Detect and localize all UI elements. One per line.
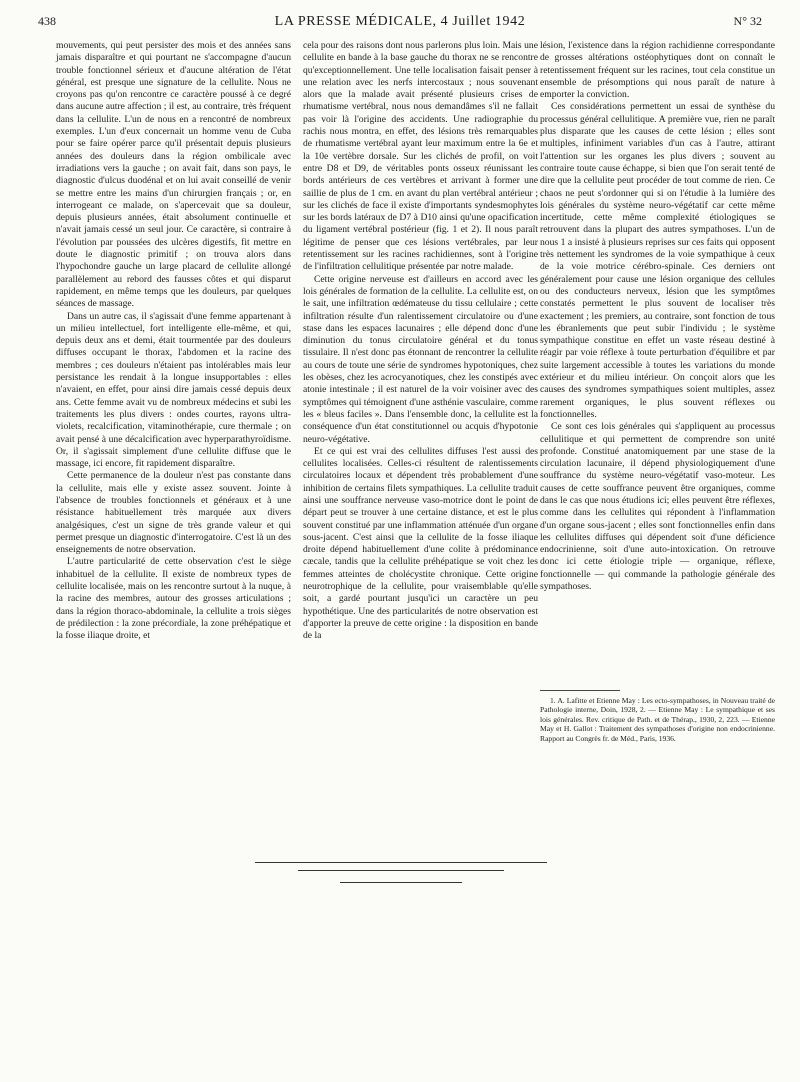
paragraph: cela pour des raisons dont nous parlerons plus loin. Mais une cellulite en bande à la base gauche du thorax ne se rencontre qu'exceptionnellement. Une telle localisation faisait penser à une relation avec les nerfs intercostaux ; nous souvenant alors que la malade avait présenté plusieurs crises de rhumatisme vertébral, nous nous demandâmes s'il ne fallait pas voir là l'origine des accidents. Une radiographie du rachis nous montra, en effet, des lésions très remarquables de rhumatisme vertébral ayant leur maximum entre la 6e et la 10e vertèbre dorsale. Sur les clichés de profil, on voit entre D8 et D9, de véritables ponts osseux réunissant les bords antérieurs de ces vertèbres et arrivant à former une saillie de plus de 1 cm. en avant du plan vertébral antérieur ; sur les clichés de face il existe d'importants syndesmophytes sur les bords latéraux de D7 à D10 ainsi qu'une opacification du ligament vertébral postérieur (fig. 1 et 2). Il nous paraît légitime de penser que ces lésions vertébrales, par leur retentissement sur les racines rachidiennes, sont à l'origine de l'infiltration cellulitique présentée par notre malade. xyxy=(303,40,538,273)
footnote-text: 1. A. Lafitte et Etienne May : Les ecto-sympathoses, in Nouveau traité de Pathologie interne, Doin, 1928, 2. — Etienne May : Le sympathique et ses lois générales. Rev. critique de Path. et de Thérap., 1930, 2, 223. — Etienne May et H. Gallot : Traitement des sympathoses d'origine non endocrinienne. Rapport au Congrès fr. de Méd., Paris, 1936. xyxy=(540,696,775,743)
column-left xyxy=(56,40,291,643)
journal-title: LA PRESSE MÉDICALE, 4 Juillet 1942 xyxy=(274,14,526,29)
paragraph: L'autre particularité de cette observation c'est le siège inhabituel de la cellulite. Il existe de nombreux types de cellulite localisée, mais on les rencontre surtout à la nuque, à la racine des membres, autour des grosses articulations ; dans la région thoraco-abdominale, la cellulite a trois sièges de prédilection : la zone précordiale, la zone préhépatique et la fosse iliaque droite, et xyxy=(56,556,291,642)
end-rule xyxy=(255,862,547,863)
column-right xyxy=(540,40,775,593)
page-number: 438 xyxy=(38,14,56,28)
column-middle xyxy=(303,40,538,643)
page-header xyxy=(38,14,762,36)
footnote xyxy=(540,696,775,743)
issue-number: N° 32 xyxy=(733,14,762,28)
paragraph: Et ce qui est vrai des cellulites diffuses l'est aussi des cellulites localisées. Celles-ci résultent de ralentissements circulatoires locaux et dépendent très probablement d'une inhibition de certains filets sympathiques. La cellulite traduit ainsi une souffrance nerveuse vaso-motrice dont le point de départ peut se trouver à une certaine distance, et est le plus souvent constitué par une inflammation atténuée d'un organe sous-jacent. C'est ainsi que la cellulite de la fosse iliaque droite dépend habituellement d'une colite à prédominance cæcale, tandis que la cellulite préhépatique se voit chez les femmes atteintes de cholécystite chronique. Cette origine neurotrophique de la cellulite, pour vraisemblable qu'elle soit, a gardé pourtant jusqu'ici un caractère un peu hypothétique. Une des particularités de notre observation est d'apporter la preuve de cette origine : la disposition en bande de la xyxy=(303,445,538,642)
paragraph: lésion, l'existence dans la région rachidienne correspondante de grosses altérations ostéophytiques dont on connaît le retentissement fréquent sur les racines, tout cela constitue un ensemble de présomptions qui nous paraît de nature à emporter la conviction. xyxy=(540,40,775,101)
end-rule xyxy=(298,870,504,871)
paragraph: Cette permanence de la douleur n'est pas constante dans la cellulite, mais elle y existe assez souvent. Jointe à l'absence de troubles fonctionnels et généraux et à une résistance habituellement très marquée aux divers analgésiques, c'est un signe de très grande valeur et qui permet presque un diagnostic d'interrogatoire. C'est là un des enseignements de notre observation. xyxy=(56,470,291,556)
end-rule xyxy=(340,882,462,883)
paragraph: Dans un autre cas, il s'agissait d'une femme appartenant à un milieu intellectuel, fort intelligente elle-même, et qui, depuis deux ans et demi, était tourmentée par des douleurs diffuses occupant le thorax, l'abdomen et la racine des membres ; ces douleurs n'étaient pas intolérables mais leur persistance les rendait à la longue insupportables : elles n'avaient, en effet, pour ainsi dire jamais cessé depuis deux ans. Cette femme avait vu de nombreux médecins et subi les traitements les plus divers : ondes courtes, rayons ultra-violets, recalcification, vitaminothérapie, cure thermale ; on avait pensé à une décalcification avec hyperparathyroïdisme. Or, il s'agissait simplement d'une cellulite diffuse que le massage, ici encore, fit rapidement disparaître. xyxy=(56,310,291,470)
paragraph: Ces considérations permettent un essai de synthèse du processus général cellulitique. A première vue, rien ne paraît plus disparate que les causes de cette lésion ; elles sont multiples, infiniment variables d'un cas à l'autre, attirant l'attention sur les organes les plus divers ; souvent au contraire toute cause échappe, si bien que l'on serait tenté de dire que la cellulite peut procéder de tout comme de rien. Ce chaos ne peut s'ordonner qui si on l'étudie à la lumière des lois générales du système neuro-végétatif car cette même incertitude, cette même complexité étiologiques se retrouvent dans la plupart des autres sympathoses. L'un de nous 1 a insisté à plusieurs reprises sur ces faits qui opposent très nettement les syndromes de la voie sympathique à ceux de la voie motrice cérébro-spinale. Ces derniers ont généralement pour cause une lésion organique des cellules ou des conducteurs nerveux, lésion que les symptômes constatés permettent le plus souvent de localiser très exactement ; les premiers, au contraire, sont fonction de tous les ébranlements que peut subir l'individu ; le système sympathique constitue en effet un vaste réseau destiné à réagir par voie réflexe à toute perturbation d'équilibre et par suite largement accessible à toutes les variations du monde extérieur et du milieu intérieur. On conçoit alors que les causes des syndromes sympathiques soient multiples, assez rarement organiques, le plus souvent réflexes ou fonctionnelles. xyxy=(540,101,775,420)
paragraph: Ce sont ces lois générales qui s'appliquent au processus cellulitique et qui permettent de comprendre son unité profonde. Constitué anatomiquement par une stase de la circulation lacunaire, il dépend physiologiquement d'une souffrance du système neuro-végétatif vaso-moteur. Les causes de cette souffrance peuvent être organiques, comme dans le cas que nous étudions ici; elles peuvent être réflexes, comme dans les cellulites qui répondent à l'inflammation d'un organe sous-jacent ; elles sont fonctionnelles enfin dans les cellulites diffuses qui dépendent soit d'une déficience endocrinienne, soit d'une auto-intoxication. On retrouve donc ici cette étiologie triple — organique, réflexe, fonctionnelle — qui commande la pathologie générale des sympathoses. xyxy=(540,421,775,593)
paragraph: Cette origine nerveuse est d'ailleurs en accord avec les lois générales de formation de la cellulite. La cellulite est, on le sait, une infiltration œdémateuse du tissu cellulaire ; cette infiltration résulte d'un ralentissement circulatoire ou d'une stase dans les espaces lacunaires ; elle dépend donc d'une diminution du tonus circulatoire général et du tonus tissulaire. Il n'est donc pas étonnant de rencontrer la cellulite au cours de toute une série de syndromes hypotoniques, chez les obèses, chez les acrocyanotiques, chez les constipés avec atonie intestinale ; il est naturel de la voir voisiner avec des symptômes qui témoignent d'une asthénie vasculaire, comme les « bleus faciles ». Dans l'ensemble donc, la cellulite est la conséquence d'un état constitutionnel ou acquis d'hypotonie neuro-végétative. xyxy=(303,273,538,445)
footnote-divider xyxy=(540,690,620,691)
paragraph: mouvements, qui peut persister des mois et des années sans jamais disparaître et qui pourtant ne s'accompagne d'aucun trouble fonctionnel sérieux et d'aucune altération de l'état général, est presque une signature de la cellulite. Nous ne croyons pas qu'on rencontre ce caractère poussé à ce degré dans aucune autre affection ; il est, au contraire, très fréquent dans la cellulite. L'un de nous en a rencontré de nombreux exemples. L'un d'eux concernait un homme venu de Cuba pour se faire opérer parce qu'il présentait depuis plusieurs années des douleurs dans la région ombilicale avec irradiations vers la gauche ; on avait fait, dans son pays, le diagnostic d'ulcus duodénal et on lui avait conseillé de venir se mettre entre les mains d'un chirurgien français ; or, en interrogeant ce malade, on s'apercevait que sa douleur, depuis plusieurs années, était absolument continuelle et n'avait jamais cessé un seul jour. Ce caractère, si contraire à l'évolution par poussées des ulcères digestifs, fit mettre en doute le diagnostic primitif ; on trouva alors dans l'hypochondre gauche un large placard de cellulite allongé parallèlement au rebord des fausses côtes et qui disparut rapidement, en même temps que les douleurs, par quelques séances de massage. xyxy=(56,40,291,310)
